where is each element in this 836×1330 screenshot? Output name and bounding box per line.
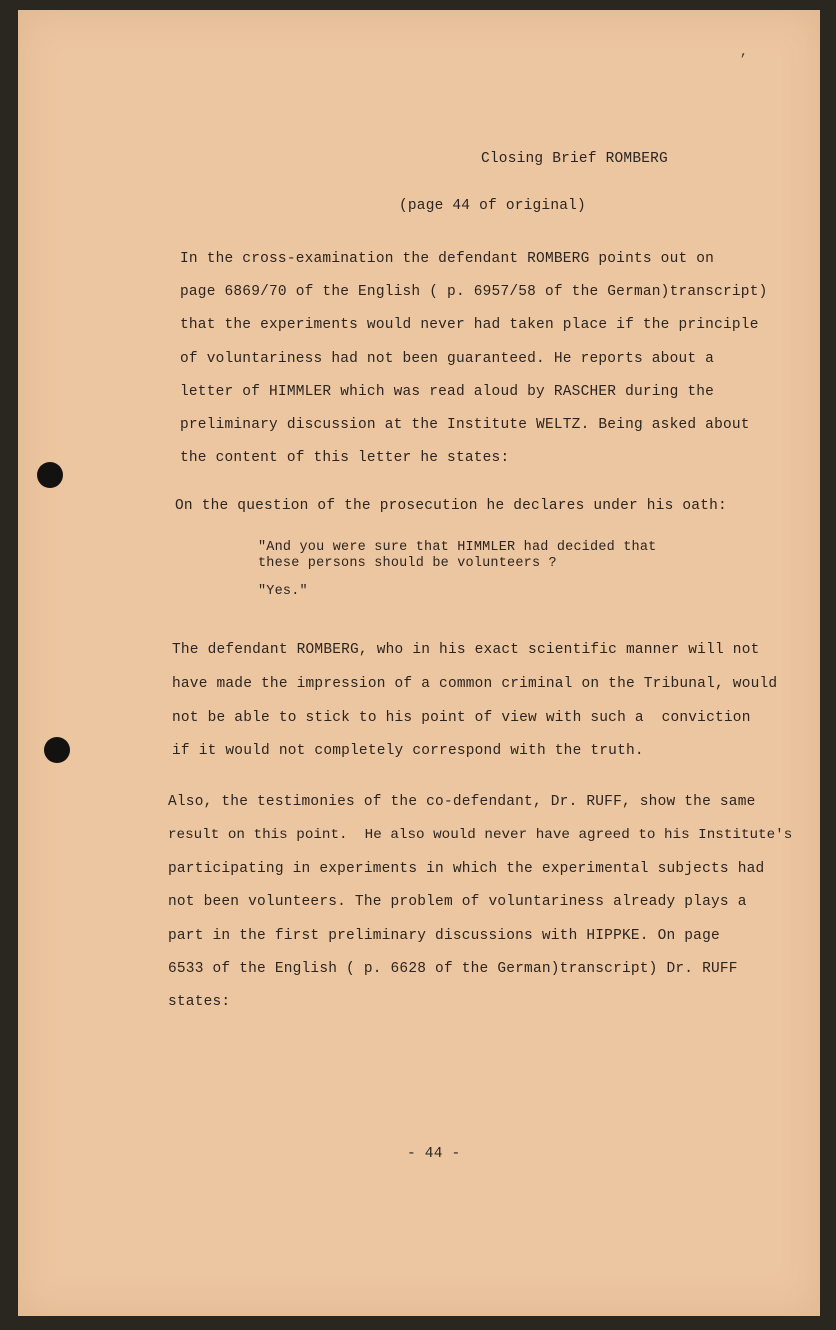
punch-hole — [44, 737, 70, 763]
text-line: if it would not completely correspond with the truth. — [172, 743, 644, 759]
text-line: the content of this letter he states: — [180, 450, 510, 466]
document-page — [18, 10, 820, 1316]
text-line: part in the first preliminary discussions with HIPPKE. On page — [168, 928, 720, 944]
quote-line: these persons should be volunteers ? — [258, 556, 557, 571]
quote-line: "And you were sure that HIMMLER had decided that — [258, 540, 657, 555]
quote-answer: "Yes." — [258, 584, 308, 599]
text-line: Also, the testimonies of the co-defendant, Dr. RUFF, show the same — [168, 794, 756, 810]
text-line: result on this point. He also would never have agreed to his Institute's — [168, 827, 793, 843]
text-line: The defendant ROMBERG, who in his exact scientific manner will not — [172, 642, 760, 658]
text-line: participating in experiments in which the experimental subjects had — [168, 861, 765, 877]
text-line: that the experiments would never had taken place if the principle — [180, 317, 759, 333]
text-line: not be able to stick to his point of view with such a conviction — [172, 710, 751, 726]
text-line: preliminary discussion at the Institute WELTZ. Being asked about — [180, 417, 750, 433]
text-line: of voluntariness had not been guaranteed. He reports about a — [180, 351, 715, 367]
text-line: 6533 of the English ( p. 6628 of the German)transcript) Dr. RUFF — [168, 961, 738, 977]
text-line: On the question of the prosecution he declares under his oath: — [175, 498, 727, 514]
stray-mark: , — [740, 44, 748, 59]
text-line: have made the impression of a common criminal on the Tribunal, would — [172, 676, 778, 692]
document-title: Closing Brief ROMBERG — [481, 151, 668, 167]
text-line: letter of HIMMLER which was read aloud by RASCHER during the — [180, 384, 715, 400]
text-line: In the cross-examination the defendant ROMBERG points out on — [180, 251, 715, 267]
text-line: not been volunteers. The problem of voluntariness already plays a — [168, 894, 747, 910]
text-line: page 6869/70 of the English ( p. 6957/58 of the German)transcript) — [180, 284, 768, 300]
page-number: - 44 - — [407, 1146, 461, 1162]
punch-hole — [37, 462, 63, 488]
text-line: states: — [168, 994, 231, 1010]
page-reference: (page 44 of original) — [399, 198, 586, 214]
